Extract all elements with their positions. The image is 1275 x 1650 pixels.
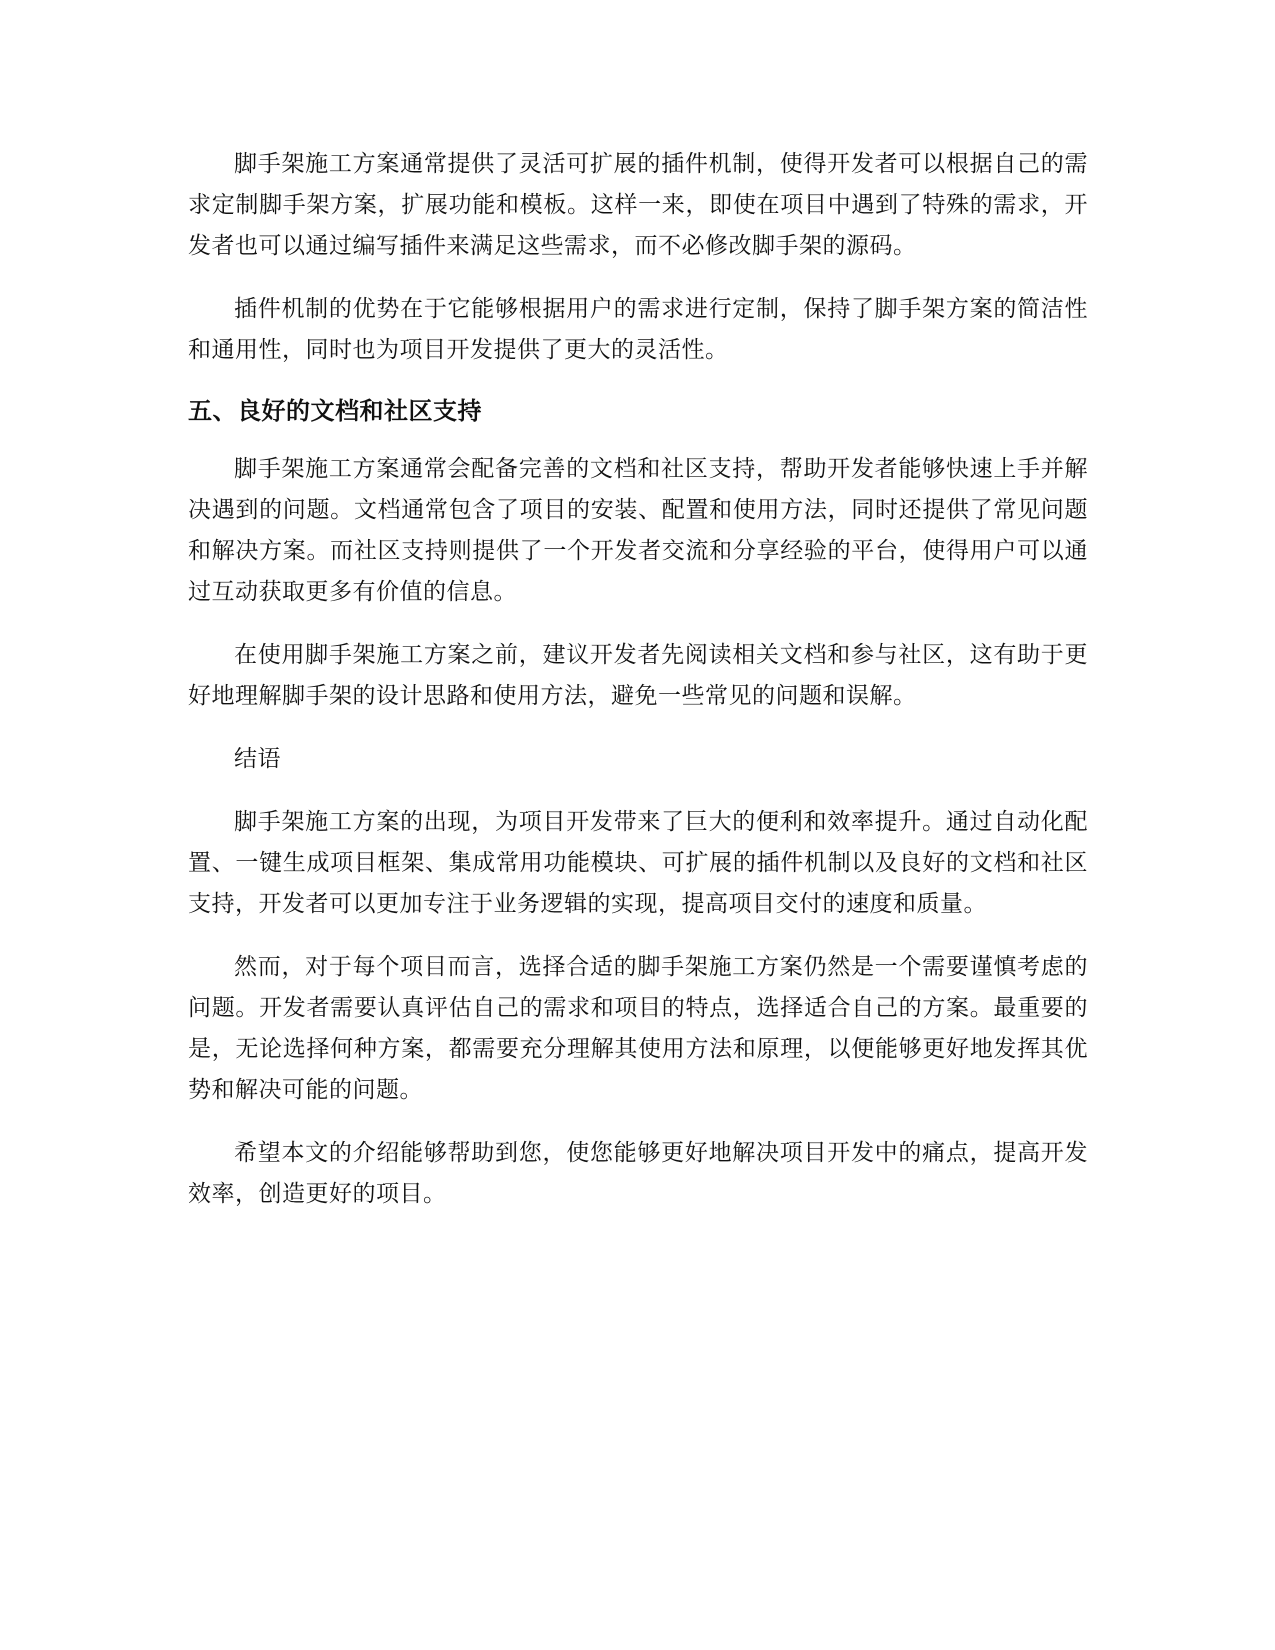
paragraph-plugin-advantage: 插件机制的优势在于它能够根据用户的需求进行定制，保持了脚手架方案的简洁性和通用性，同时也为项目开发提供了更大的灵活性。 [188,296,1088,363]
conclusion-label: 结语 [234,746,281,772]
paragraph-read-docs: 在使用脚手架施工方案之前，建议开发者先阅读相关文档和参与社区，这有助于更好地理解脚手架的设计思路和使用方法，避免一些常见的问题和误解。 [188,642,1088,709]
paragraph-conclusion-benefits: 脚手架施工方案的出现，为项目开发带来了巨大的便利和效率提升。通过自动化配置、一键生成项目框架、集成常用功能模块、可扩展的插件机制以及良好的文档和社区支持，开发者可以更加专注于业务逻辑的实现，提高项目交付的速度和质量。 [188,809,1088,917]
paragraph-conclusion-wish: 希望本文的介绍能够帮助到您，使您能够更好地解决项目开发中的痛点，提高开发效率，创造更好的项目。 [188,1140,1088,1207]
paragraph-docs-community: 脚手架施工方案通常会配备完善的文档和社区支持，帮助开发者能够快速上手并解决遇到的问题。文档通常包含了项目的安装、配置和使用方法，同时还提供了常见问题和解决方案。而社区支持则提供了一个开发者交流和分享经验的平台，使得用户可以通过互动获取更多有价值的信息。 [188,456,1088,605]
paragraph-conclusion-choice: 然而，对于每个项目而言，选择合适的脚手架施工方案仍然是一个需要谨慎考虑的问题。开发者需要认真评估自己的需求和项目的特点，选择适合自己的方案。最重要的是，无论选择何种方案，都需要充分理解其使用方法和原理，以便能够更好地发挥其优势和解决可能的问题。 [188,954,1088,1103]
document-body [188,144,1088,1237]
section-heading: 五、良好的文档和社区支持 [188,397,482,425]
paragraph-plugin-mechanism: 脚手架施工方案通常提供了灵活可扩展的插件机制，使得开发者可以根据自己的需求定制脚手架方案，扩展功能和模板。这样一来，即使在项目中遇到了特殊的需求，开发者也可以通过编写插件来满足这些需求，而不必修改脚手架的源码。 [188,151,1088,259]
